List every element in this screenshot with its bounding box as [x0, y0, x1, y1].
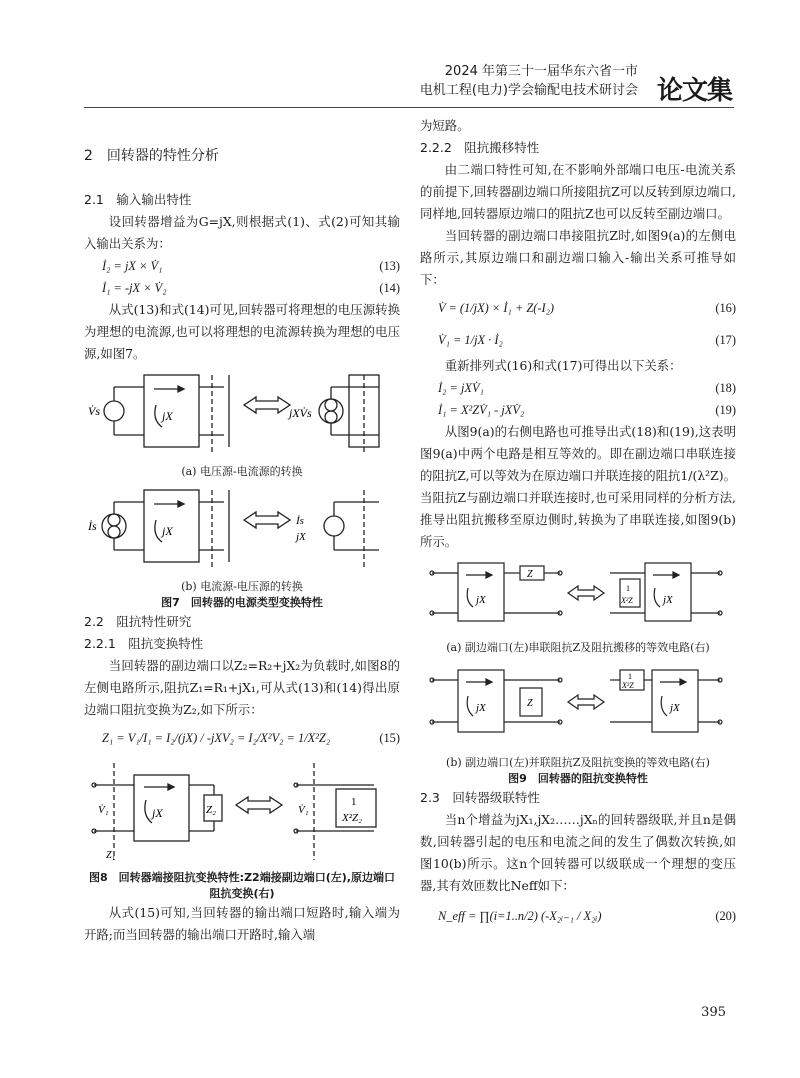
figure-9b-caption: (b) 副边端口(左)并联阻抗Z及阻抗变换的等效电路(右)	[446, 756, 710, 769]
figure-9a-caption: (a) 副边端口(左)串联阻抗Z及阻抗搬移的等效电路(右)	[446, 641, 710, 654]
figure-7a-caption: (a) 电压源-电流源的转换	[181, 465, 303, 478]
svg-text:V̇s: V̇s	[88, 404, 100, 418]
paragraph: 从式(15)可知,当回转器的输出端口短路时,输入端为开路;而当回转器的输出端口开路时,输入端	[84, 905, 400, 942]
subsection-heading: 2.1 输入输出特性	[84, 192, 192, 207]
running-header	[419, 62, 732, 106]
header-line1: 2024 年第三十一届华东六省一市	[444, 64, 638, 79]
svg-text:1: 1	[628, 672, 632, 681]
paragraph: 为短路。	[420, 118, 470, 133]
svg-text:jXV̇s: jXV̇s	[289, 406, 312, 420]
header-brand: 论文集	[656, 76, 732, 106]
header-line2: 电机工程(电力)学会输配电技术研讨会	[419, 83, 638, 98]
equation-19: İ₁ = X²ZV̇₁ - jXV̇₂ (19)	[438, 403, 736, 417]
paragraph: 从图9(a)的右侧电路也可推导出式(18)和(19),这表明图9(a)中两个电路是相互等效的。即在副边端口串联连接的阻抗Z,可以等效为在原边端口并联连接的阻抗1/(λ²Z)。当阻抗Z与副边端口并联连接时,也可采用同样的分析方法,推导出阻抗搬移至原边侧时,转换为了串联连接,如图9(b)所示。	[420, 424, 736, 549]
equation-15: Z₁ = V₁/I₁ = I₂/(jX) / -jXV₂ = I₂/X²V₂ = 1/X²Z₂ (15)	[102, 731, 400, 745]
paragraph: 设回转器增益为G=jX,则根据式(1)、式(2)可知其输入输出关系为：	[84, 214, 400, 251]
svg-text:X²Z: X²Z	[621, 596, 633, 605]
paragraph: 从式(13)和式(14)可见,回转器可将理想的电压源转换为理想的电流源,也可以将理想的电流源转换为理想的电压源,如图7。	[84, 302, 400, 361]
subsection-heading: 2.2 阻抗特性研究	[84, 614, 192, 629]
figure-8-caption: 图8 回转器端接阻抗变换特性:Z2端接副边端口(左),原边端口阻抗变换(右)	[89, 871, 395, 900]
figure-9b-diagram	[420, 656, 736, 748]
equation-14: İ₁ = -jX × V̇₂ (14)	[102, 281, 400, 295]
svg-text:jX: jX	[670, 702, 680, 714]
svg-text:X²Z₂: X²Z₂	[342, 812, 362, 824]
figure-9-caption: 图9 回转器的阻抗变换特性	[508, 772, 648, 785]
svg-text:V̇₁: V̇₁	[98, 804, 109, 816]
svg-text:V̇₁: V̇₁	[298, 804, 309, 816]
svg-text:İs: İs	[88, 519, 97, 533]
svg-text:jX: jX	[476, 702, 486, 714]
equation-16: V̇ = (1/jX) × İ₁ + Z(-I₂) (16)	[438, 301, 736, 315]
svg-text:Z₂: Z₂	[206, 804, 216, 816]
figure-7b-diagram	[84, 480, 400, 572]
subsection-heading: 2.3 回转器级联特性	[420, 790, 540, 805]
equation-18: İ₂ = jXV̇₁ (18)	[438, 381, 736, 395]
svg-text:jX: jX	[663, 594, 673, 606]
svg-text:jX: jX	[162, 524, 173, 538]
equation-17: V̇₁ = 1/jX · İ₂ (17)	[438, 333, 736, 347]
paragraph: 当回转器的副边端口以Z₂=R₂+jX₂为负载时,如图8的左侧电路所示,阻抗Z₁=R₁+jX₁,可从式(13)和(14)得出原边端口阻抗变换为Z₂,如下所示：	[84, 658, 400, 717]
section-heading: 2 回转器的特性分析	[84, 148, 219, 164]
header-rule	[84, 107, 734, 108]
figure-7-caption: 图7 回转器的电源类型变换特性	[161, 596, 323, 609]
figure-8-diagram	[84, 755, 400, 863]
right-column	[420, 115, 736, 935]
figure-9a-diagram	[420, 553, 736, 633]
figure-7b-caption: (b) 电流源-电压源的转换	[181, 580, 303, 593]
svg-text:Z: Z	[527, 569, 533, 580]
paragraph: 当n个增益为jX₁,jX₂……jXₙ的回转器级联,并且n是偶数,回转器引起的电压和电流之间的发生了偶数次转换,如图10(b)所示。这n个回转器可以级联成一个理想的变压器,其有效匝数比Neff如下：	[420, 812, 736, 893]
equation-20: N_eff = ∏(i=1..n/2) (-X₂ᵢ₋₁ / X₂ᵢ) (20)	[438, 909, 736, 923]
svg-text:Z₁: Z₁	[106, 850, 116, 861]
svg-text:Z: Z	[527, 698, 533, 709]
paragraph: 当回转器的副边端口串接阻抗Z时,如图9(a)的左侧电路所示,其原边端口和副边端口输入-输出关系可推导如下：	[420, 228, 736, 287]
svg-text:jX: jX	[162, 409, 173, 423]
svg-text:jX: jX	[476, 594, 486, 606]
page-number: 395	[701, 1005, 726, 1020]
svg-text:1: 1	[351, 796, 357, 808]
svg-text:jX: jX	[296, 531, 306, 543]
subsubsection-heading: 2.2.1 阻抗变换特性	[84, 636, 204, 651]
svg-text:jX: jX	[152, 806, 163, 820]
left-column	[84, 115, 400, 946]
svg-text:X²Z: X²Z	[622, 681, 634, 690]
equation-13: İ₂ = jX × V̇₁ (13)	[102, 259, 400, 273]
svg-text:İs: İs	[296, 515, 304, 527]
figure-7a-diagram	[84, 365, 400, 457]
paragraph: 重新排列式(16)和式(17)可得出以下关系：	[444, 358, 682, 373]
svg-text:1: 1	[626, 584, 630, 593]
subsubsection-heading: 2.2.2 阻抗搬移特性	[420, 140, 540, 155]
paragraph: 由二端口特性可知,在不影响外部端口电压-电流关系的前提下,回转器副边端口所接阻抗Z可以反转到原边端口,同样地,回转器原边端口的阻抗Z也可以反转至副边端口。	[420, 162, 736, 221]
